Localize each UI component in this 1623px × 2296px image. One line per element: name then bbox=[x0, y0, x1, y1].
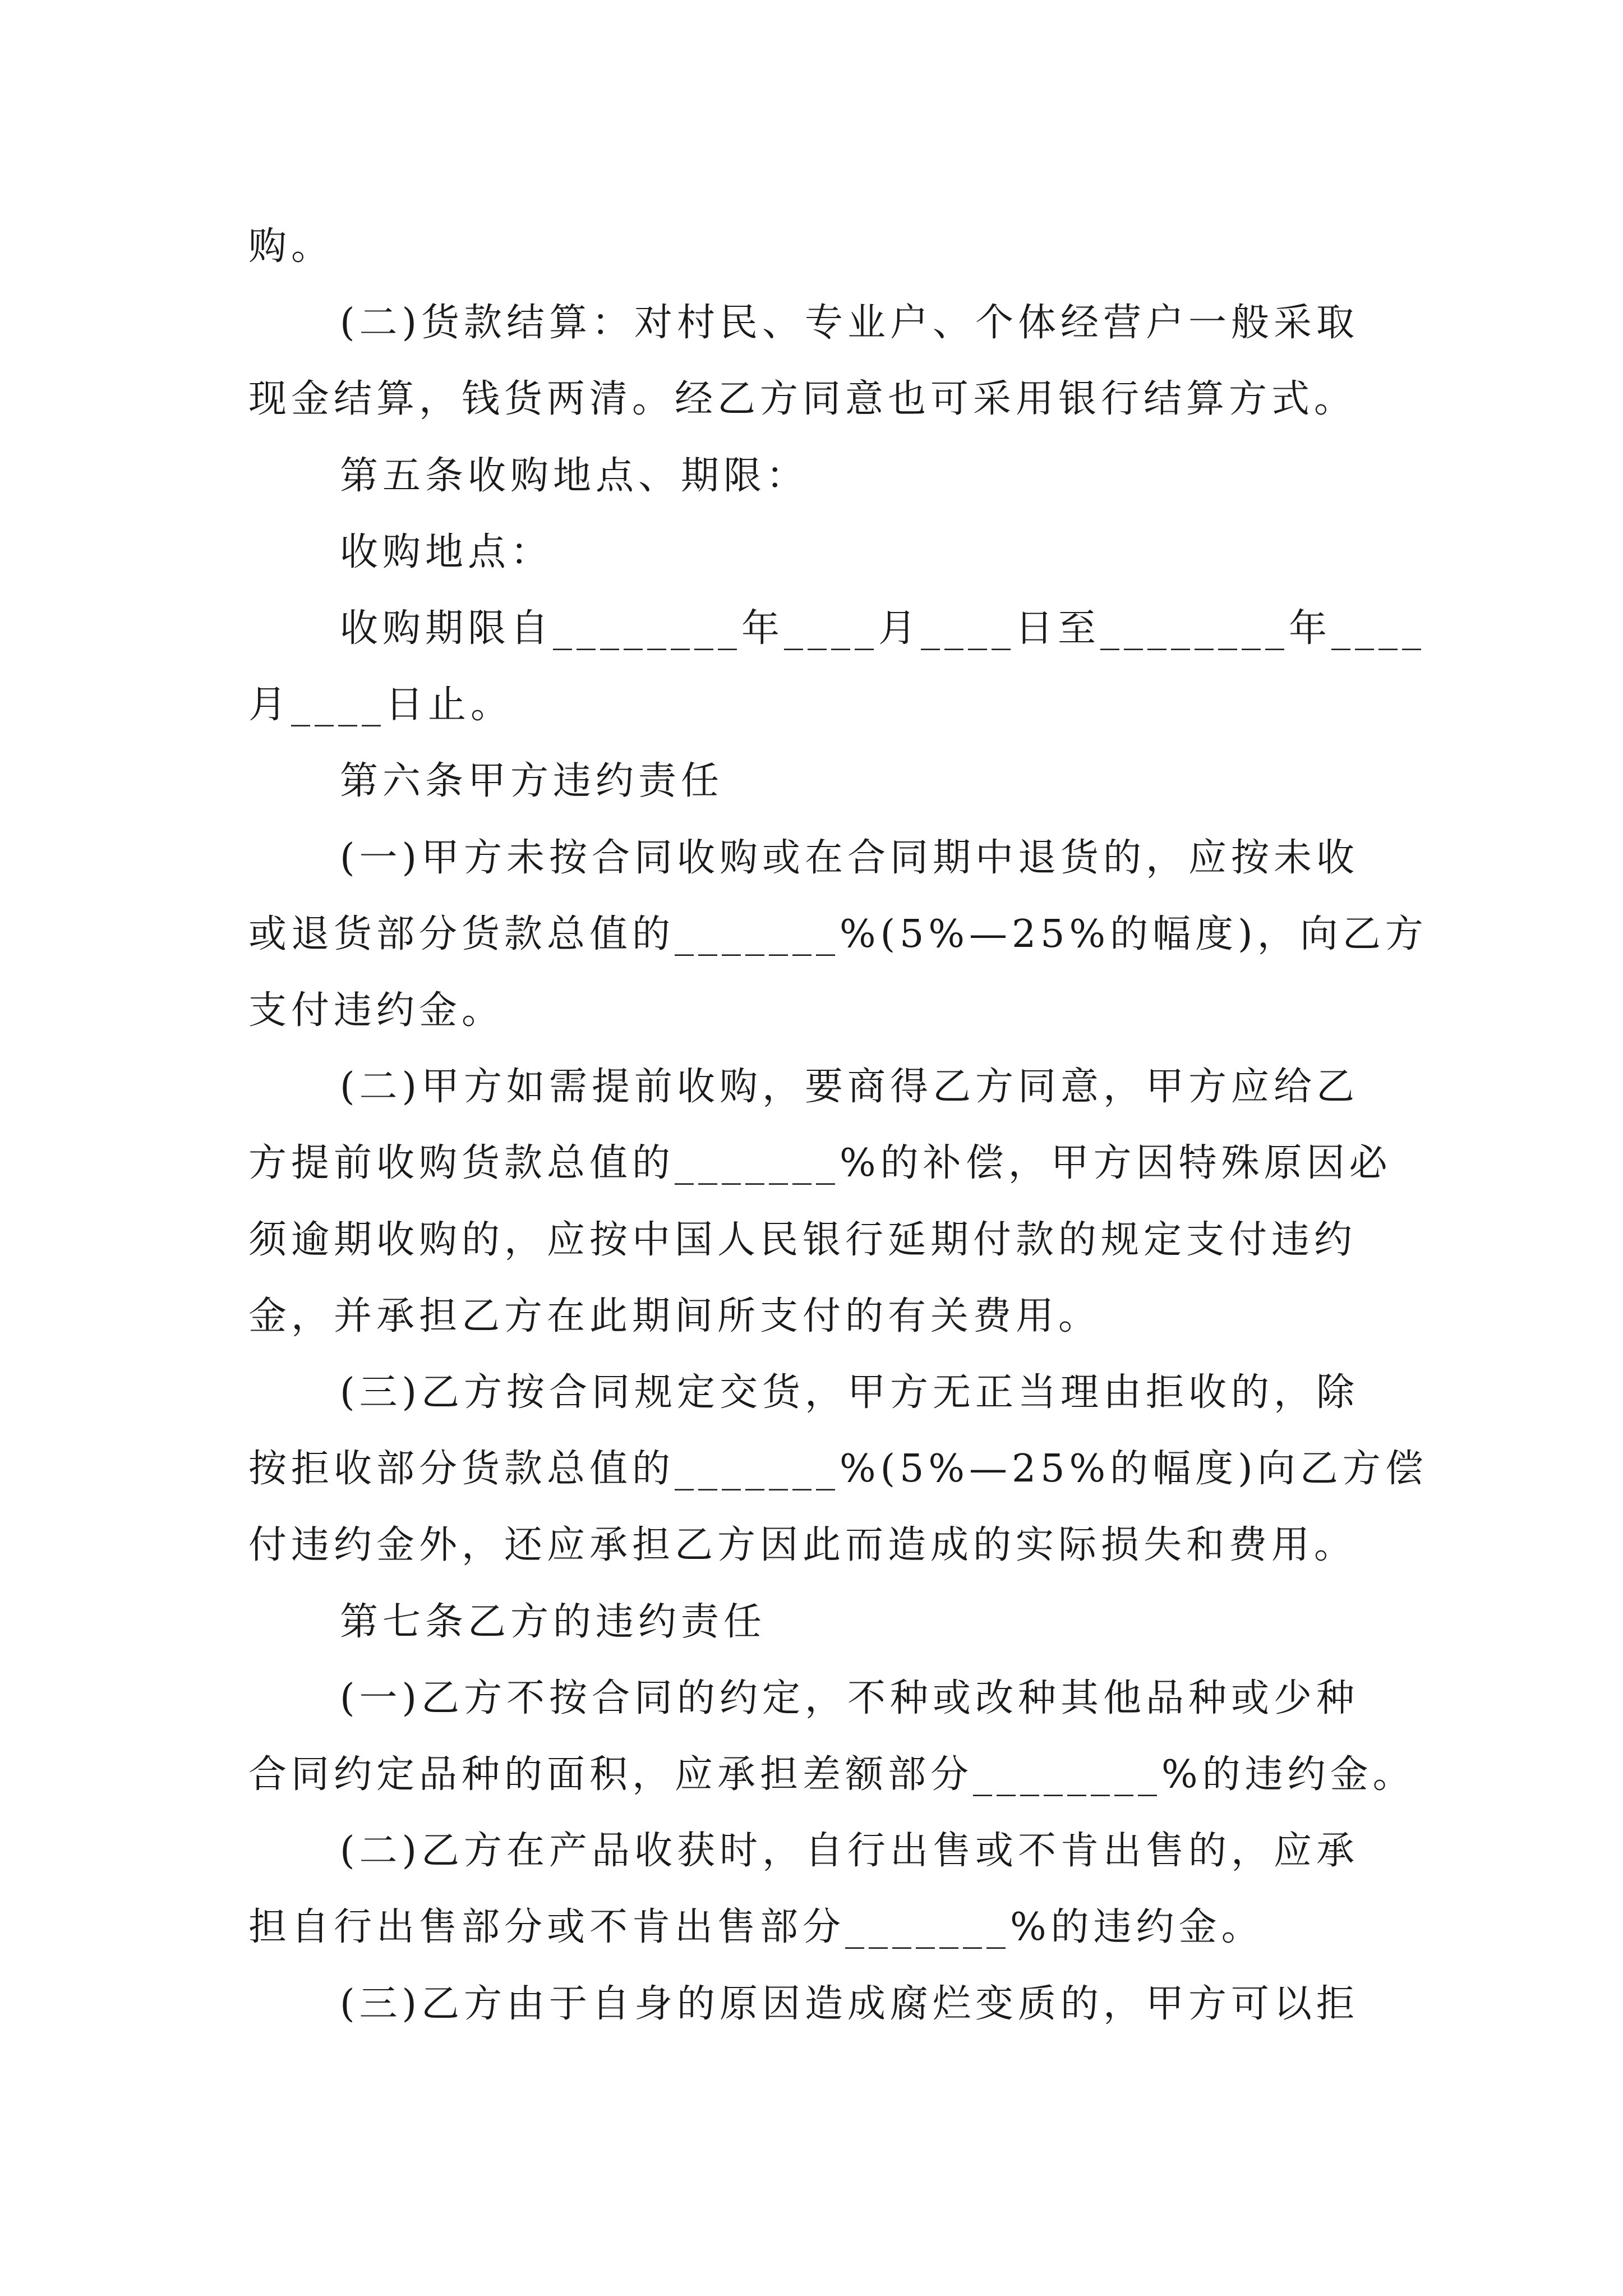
text-line: 月____日止。 bbox=[248, 683, 514, 728]
contract-text bbox=[248, 209, 1428, 2042]
text-line: (二)乙方在产品收获时，自行出售或不肯出售的，应承 bbox=[340, 1829, 1359, 1874]
section-heading: 第六条甲方违约责任 bbox=[340, 759, 724, 804]
text-line: 收购地点： bbox=[340, 530, 554, 574]
text-line: 付违约金外，还应承担乙方因此而造成的实际损失和费用。 bbox=[248, 1523, 1357, 1568]
text-line: 按拒收部分货款总值的_______%(5%—25%的幅度)向乙方偿 bbox=[248, 1447, 1428, 1492]
text-line: (三)乙方按合同规定交货，甲方无正当理由拒收的，除 bbox=[340, 1370, 1359, 1415]
text-line: 金，并承担乙方在此期间所支付的有关费用。 bbox=[248, 1294, 1101, 1338]
section-heading: 第五条收购地点、期限： bbox=[340, 453, 809, 498]
text-line: 收购期限自________年____月____日至________年____ bbox=[340, 606, 1426, 651]
text-line: 须逾期收购的，应按中国人民银行延期付款的规定支付违约 bbox=[248, 1217, 1357, 1262]
text-line: (一)甲方未按合同收购或在合同期中退货的，应按未收 bbox=[340, 835, 1359, 880]
text-line: 方提前收购货款总值的_______%的补偿，甲方因特殊原因必 bbox=[248, 1141, 1392, 1186]
text-line: 购。 bbox=[248, 224, 334, 269]
text-line: 担自行出售部分或不肯出售部分_______%的违约金。 bbox=[248, 1905, 1264, 1950]
text-line: 现金结算，钱货两清。经乙方同意也可采用银行结算方式。 bbox=[248, 377, 1357, 422]
text-line: (二)甲方如需提前收购，要商得乙方同意，甲方应给乙 bbox=[340, 1065, 1359, 1110]
text-line: 支付违约金。 bbox=[248, 988, 505, 1033]
section-heading: 第七条乙方的违约责任 bbox=[340, 1599, 767, 1644]
text-line: 合同约定品种的面积，应承担差额部分________%的违约金。 bbox=[248, 1752, 1415, 1797]
text-line: (二)货款结算：对村民、专业户、个体经营户一般采取 bbox=[340, 301, 1359, 346]
text-line: (一)乙方不按合同的约定，不种或改种其他品种或少种 bbox=[340, 1676, 1359, 1720]
text-line: 或退货部分货款总值的_______%(5%—25%的幅度)，向乙方 bbox=[248, 912, 1428, 956]
text-line: (三)乙方由于自身的原因造成腐烂变质的，甲方可以拒 bbox=[340, 1981, 1359, 2026]
